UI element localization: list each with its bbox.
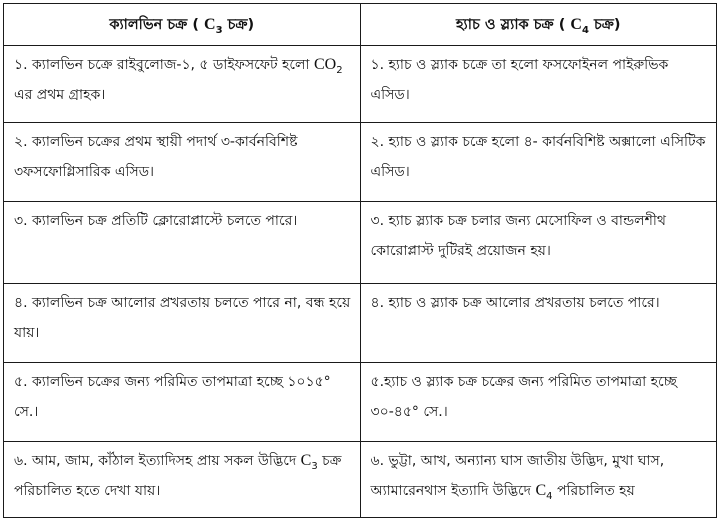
table-row: [4, 442, 717, 518]
table-row: [4, 123, 717, 202]
header-row: [4, 4, 717, 46]
header-text: ক্যালভিন চক্র (: [109, 16, 205, 33]
cell-calvin: [4, 284, 361, 363]
chem-symbol: CO: [313, 56, 337, 73]
table-row: [4, 284, 717, 363]
comparison-table: [3, 3, 717, 518]
cell-text: ২. হ্যাচ ও স্ল্যাক চক্রে হলো ৪- কার্বনবিশিষ্ট অক্সালো এসিটিক এসিড।: [370, 134, 706, 180]
cell-hatch-slack: [360, 284, 717, 363]
cell-hatch-slack: [360, 202, 717, 284]
cell-text: ৬. আম, জাম, কাঁঠাল ইত্যাদিসহ প্রায় সকল উদ্ভিদে: [14, 453, 301, 469]
cell-text: ১. ক্যালভিন চক্রে রাইবুলোজ-১, ৫ ডাইফসফেট হলো: [14, 57, 314, 73]
cell-text: ৩. ক্যালভিন চক্র প্রতিটি ক্লোরোপ্লাস্টে চলতে পারে।: [14, 213, 298, 229]
cell-text: ৩. হ্যাচ স্ল্যাক চক্র চলার জন্য মেসোফিল ও বান্ডলশীথ কোরোপ্লাস্ট দুটিরই প্রয়োজন হয়।: [370, 213, 666, 259]
cell-text: ৪. ক্যালভিন চক্র আলোর প্রখরতায় চলতে পারে না, বন্ধ হয়ে যায়।: [14, 295, 351, 341]
cell-calvin: [4, 123, 361, 202]
cell-text: ২. ক্যালভিন চক্রের প্রথম স্থায়ী পদার্থ ৩-কার্বনবিশিষ্ট ৩ফসফোগ্লিসারিক এসিড।: [14, 134, 298, 180]
cell-text: ৪. হ্যাচ ও স্ল্যাক চক্র আলোর প্রখরতায় চলতে পারে।: [370, 295, 660, 311]
header-text: চক্র): [588, 16, 621, 33]
table-row: [4, 46, 717, 123]
chem-symbol: C: [204, 15, 216, 33]
cell-text: এর প্রথম গ্রাহক।: [14, 87, 106, 103]
chem-symbol: C: [300, 452, 312, 469]
cell-hatch-slack: [360, 46, 717, 123]
chem-symbol: C: [535, 482, 547, 499]
cell-text: ৫.হ্যাচ ও স্ল্যাক চক্র চক্রের জন্য পরিমিত তাপমাত্রা হচ্ছে ৩০-৪৫° সে.।: [370, 374, 677, 420]
cell-text: চক্র পরিচালিত হতে দেখা যায়।: [14, 453, 342, 499]
cell-text: ১. হ্যাচ ও স্ল্যাক চক্রে তা হলো ফসফোইনল পাইরুভিক এসিড।: [370, 57, 669, 103]
subscript: 3: [215, 24, 223, 36]
cell-text: ৬. ভুট্টা, আখ, অন্যান্য ঘাস জাতীয় উদ্ভিদ, মুখা ঘাস, অ্যামারেনথাস ইত্যাদি উদ্ভিদে: [370, 453, 665, 499]
subscript: 4: [581, 24, 589, 36]
cell-hatch-slack: [360, 123, 717, 202]
cell-hatch-slack: [360, 442, 717, 518]
table-row: [4, 202, 717, 284]
cell-text: পরিচালিত হয়: [552, 483, 635, 499]
subscript: 2: [336, 64, 343, 76]
chem-symbol: C: [570, 15, 582, 33]
subscript: 4: [546, 490, 553, 502]
subscript: 3: [311, 460, 318, 472]
table-row: [4, 363, 717, 442]
cell-calvin: [4, 442, 361, 518]
cell-calvin: [4, 46, 361, 123]
cell-calvin: [4, 202, 361, 284]
cell-text: ৫. ক্যালভিন চক্রের জন্য পরিমিত তাপমাত্রা হচ্ছে ১০১৫° সে.।: [14, 374, 331, 420]
cell-calvin: [4, 363, 361, 442]
header-text: চক্র): [222, 16, 255, 33]
cell-hatch-slack: [360, 363, 717, 442]
header-text: হ্যাচ ও স্ল্যাক চক্র (: [455, 16, 571, 33]
header-hatch-slack-cycle: [360, 4, 717, 46]
header-calvin-cycle: [4, 4, 361, 46]
